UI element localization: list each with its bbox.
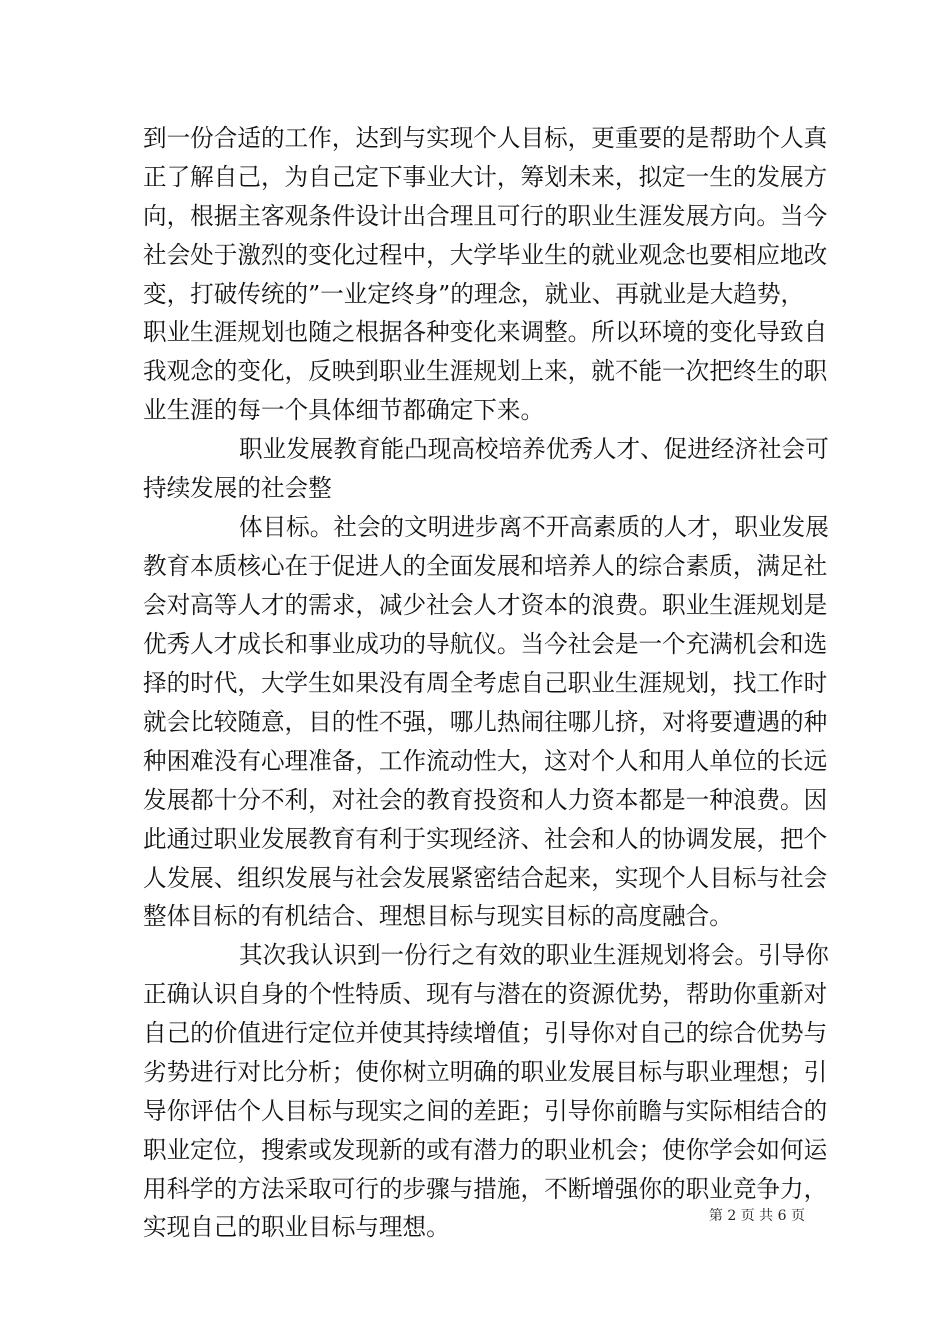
text-line: 会对高等人才的需求，减少社会人才资本的浪费。职业生涯规划是 [143,591,828,619]
text-line: 发展都十分不利，对社会的教育投资和人力资本都是一种浪费。因 [143,786,828,814]
text-line: 变，打破传统的”一业定终身”的理念，就业、再就业是大趋势， [143,280,805,308]
text-line: 正了解自己，为自己定下事业大计，筹划未来，拟定一生的发展方 [143,163,828,191]
text-line: 教育本质核心在于促进人的全面发展和培养人的综合素质，满足社 [143,552,828,580]
text-line: 导你评估个人目标与现实之间的差距；引导你前瞻与实际相结合的 [143,1097,828,1125]
text-line: 整体目标的有机结合、理想目标与现实目标的高度融合。 [143,902,733,930]
text-line: 向，根据主客观条件设计出合理且可行的职业生涯发展方向。当今 [143,202,828,230]
text-line: 职业生涯规划也随之根据各种变化来调整。所以环境的变化导致自 [143,318,828,346]
text-line: 职业发展教育能凸现高校培养优秀人才、促进经济社会可 [239,435,829,463]
text-line: 优秀人才成长和事业成功的导航仪。当今社会是一个充满机会和选 [143,630,828,658]
text-line: 我观念的变化，反映到职业生涯规划上来，就不能一次把终生的职 [143,357,828,385]
text-line: 业生涯的每一个具体细节都确定下来。 [143,396,545,424]
text-line: 用科学的方法采取可行的步骤与措施，不断增强你的职业竞争力， [143,1175,828,1203]
text-line: 持续发展的社会整 [143,474,332,502]
text-line: 正确认识自身的个性特质、现有与潜在的资源优势，帮助你重新对 [143,980,828,1008]
text-line: 实现自己的职业目标与理想。 [143,1213,450,1241]
text-line: 人发展、组织发展与社会发展紧密结合起来，实现个人目标与社会 [143,864,828,892]
text-line: 种困难没有心理准备，工作流动性大，这对个人和用人单位的长远 [143,747,828,775]
text-line: 社会处于激烈的变化过程中，大学毕业生的就业观念也要相应地改 [143,241,828,269]
text-line: 就会比较随意，目的性不强，哪儿热闹往哪儿挤，对将要遭遇的种 [143,708,828,736]
text-line: 体目标。社会的文明进步离不开高素质的人才，职业发展 [239,513,829,541]
text-line: 职业定位，搜索或发现新的或有潜力的职业机会；使你学会如何运 [143,1136,828,1164]
text-line: 择的时代，大学生如果没有周全考虑自己职业生涯规划，找工作时 [143,669,828,697]
text-line: 到一份合适的工作，达到与实现个人目标，更重要的是帮助个人真 [143,124,828,152]
text-line: 此通过职业发展教育有利于实现经济、社会和人的协调发展，把个 [143,825,828,853]
text-line: 其次我认识到一份行之有效的职业生涯规划将会。引导你 [239,941,829,969]
text-line: 劣势进行对比分析；使你树立明确的职业发展目标与职业理想；引 [143,1058,828,1086]
page-number-footer: 第 2 页 共 6 页 [708,1208,805,1224]
text-line: 自己的价值进行定位并使其持续增值；引导你对自己的综合优势与 [143,1019,828,1047]
